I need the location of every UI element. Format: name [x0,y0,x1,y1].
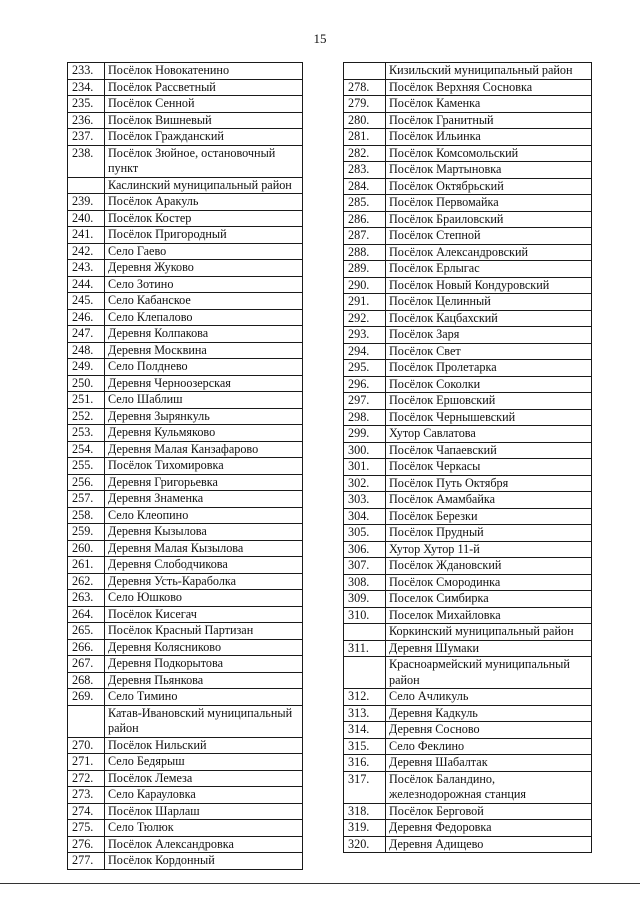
row-number: 254. [68,441,105,458]
settlement-name: Посёлок Прудный [386,525,592,542]
row-number: 250. [68,375,105,392]
table-row [68,491,303,508]
table-row [68,623,303,640]
table-row [68,590,303,607]
row-number: 269. [68,689,105,706]
settlement-name: Посёлок Гранитный [386,112,592,129]
row-number [68,177,105,194]
row-number: 303. [344,492,386,509]
settlement-name: Село Ачликуль [386,689,592,706]
row-number: 276. [68,836,105,853]
district-name: Коркинский муниципальный район [386,624,592,641]
row-number: 301. [344,459,386,476]
table-row [68,375,303,392]
row-number: 293. [344,327,386,344]
district-name: Каслинский муниципальный район [105,177,303,194]
table-row [344,162,592,179]
row-number: 247. [68,326,105,343]
row-number: 308. [344,574,386,591]
table-row [68,507,303,524]
settlement-name: Деревня Шумаки [386,640,592,657]
row-number: 320. [344,836,386,853]
settlement-name: Посёлок Аракуль [105,194,303,211]
settlement-name: Деревня Шабалтак [386,755,592,772]
row-number: 244. [68,276,105,293]
settlement-name: Посёлок Пролетарка [386,360,592,377]
settlement-name: Деревня Колясниково [105,639,303,656]
row-number: 284. [344,178,386,195]
settlement-name: Село Бедярыш [105,754,303,771]
table-row [68,309,303,326]
row-number: 245. [68,293,105,310]
settlement-name: Посёлок Каменка [386,96,592,113]
row-number: 315. [344,738,386,755]
table-row [68,754,303,771]
settlement-name: Посёлок Мартыновка [386,162,592,179]
settlement-name: Посёлок Ждановский [386,558,592,575]
table-row [68,408,303,425]
settlement-name: Посёлок Гражданский [105,129,303,146]
table-row [68,441,303,458]
row-number: 256. [68,474,105,491]
row-number: 268. [68,672,105,689]
footer-divider [0,883,640,884]
row-number: 278. [344,79,386,96]
settlement-name: Село Тюлюк [105,820,303,837]
table-row [344,640,592,657]
settlement-name: Посёлок Свет [386,343,592,360]
table-row [68,458,303,475]
table-row [344,574,592,591]
row-number: 267. [68,656,105,673]
table-row [68,293,303,310]
table-row [68,359,303,376]
row-number: 251. [68,392,105,409]
table-row [68,112,303,129]
settlement-name: Село Шаблиш [105,392,303,409]
table-row [68,803,303,820]
settlement-name: Деревня Пьянкова [105,672,303,689]
settlements-table-right-body [344,63,592,853]
table-row [68,194,303,211]
table-row [68,639,303,656]
table-row [68,392,303,409]
table-row [68,820,303,837]
row-number: 272. [68,770,105,787]
row-number: 255. [68,458,105,475]
table-row [344,508,592,525]
table-row [68,474,303,491]
row-number: 296. [344,376,386,393]
row-number: 287. [344,228,386,245]
table-row [344,820,592,837]
settlement-name: Хутор Савлатова [386,426,592,443]
table-row [344,376,592,393]
district-name: Катав-Ивановский муниципальный район [105,705,303,737]
page-number: 15 [313,31,327,46]
row-number: 305. [344,525,386,542]
settlement-name: Посёлок Смородинка [386,574,592,591]
settlement-name: Посёлок Заря [386,327,592,344]
table-row [344,409,592,426]
table-row [344,211,592,228]
district-header-row [68,177,303,194]
table-row [68,145,303,177]
table-row [344,459,592,476]
table-row [344,803,592,820]
settlement-name: Село Юшково [105,590,303,607]
table-row [344,442,592,459]
table-row [344,244,592,261]
row-number: 246. [68,309,105,326]
settlements-table-right [343,62,592,853]
table-row [344,96,592,113]
table-row [68,573,303,590]
district-name: Красноармейский муниципальный район [386,657,592,689]
settlement-name: Посёлок Чернышевский [386,409,592,426]
settlement-name: Деревня Слободчикова [105,557,303,574]
row-number: 302. [344,475,386,492]
settlement-name: Деревня Малая Кызылова [105,540,303,557]
settlement-name: Посёлок Целинный [386,294,592,311]
settlement-name: Посёлок Сенной [105,96,303,113]
table-row [344,310,592,327]
row-number: 309. [344,591,386,608]
settlement-name: Посёлок Октябрьский [386,178,592,195]
settlement-name: Село Карауловка [105,787,303,804]
settlements-table-left-body [68,63,303,870]
district-header-row [344,63,592,80]
settlement-name: Посёлок Красный Партизан [105,623,303,640]
row-number: 295. [344,360,386,377]
settlement-name: Деревня Знаменка [105,491,303,508]
settlement-name: Деревня Адищево [386,836,592,853]
settlement-name: Посёлок Верхняя Сосновка [386,79,592,96]
table-row [344,261,592,278]
settlement-name: Деревня Кульмяково [105,425,303,442]
row-number: 282. [344,145,386,162]
table-row [344,79,592,96]
table-row [344,178,592,195]
table-row [344,492,592,509]
settlement-name: Посёлок Ерлыгас [386,261,592,278]
row-number: 270. [68,737,105,754]
settlement-name: Посёлок Первомайка [386,195,592,212]
settlement-name: Посёлок Кисегач [105,606,303,623]
row-number: 277. [68,853,105,870]
row-number: 262. [68,573,105,590]
settlement-name: Хутор Хутор 11-й [386,541,592,558]
settlement-name: Посёлок Степной [386,228,592,245]
settlement-name: Село Клеопино [105,507,303,524]
table-row [68,227,303,244]
table-row [68,787,303,804]
table-row [344,738,592,755]
settlement-name: Село Тимино [105,689,303,706]
settlement-name: Деревня Москвина [105,342,303,359]
row-number: 304. [344,508,386,525]
row-number: 297. [344,393,386,410]
table-row [68,210,303,227]
table-row [68,524,303,541]
row-number: 252. [68,408,105,425]
table-row [68,63,303,80]
table-row [68,425,303,442]
row-number [344,63,386,80]
row-number: 239. [68,194,105,211]
table-row [68,689,303,706]
settlement-name: Посёлок Путь Октября [386,475,592,492]
settlement-name: Посёлок Ершовский [386,393,592,410]
row-number: 290. [344,277,386,294]
table-row [344,327,592,344]
settlement-name: Деревня Кызылова [105,524,303,541]
table-row [344,145,592,162]
table-row [68,342,303,359]
row-number: 274. [68,803,105,820]
settlement-name: Деревня Жуково [105,260,303,277]
table-row [68,79,303,96]
row-number [344,657,386,689]
row-number: 263. [68,590,105,607]
row-number: 242. [68,243,105,260]
settlement-name: Посёлок Кордонный [105,853,303,870]
settlement-name: Посёлок Александровский [386,244,592,261]
table-row [68,557,303,574]
row-number: 234. [68,79,105,96]
table-row [344,277,592,294]
row-number: 281. [344,129,386,146]
row-number: 318. [344,803,386,820]
row-number: 307. [344,558,386,575]
row-number: 310. [344,607,386,624]
row-number: 235. [68,96,105,113]
row-number: 280. [344,112,386,129]
row-number [344,624,386,641]
row-number: 265. [68,623,105,640]
table-row [344,705,592,722]
table-row [344,771,592,803]
settlement-name: Посёлок Тихомировка [105,458,303,475]
settlements-table-left [67,62,303,870]
settlement-name: Посёлок Баландино, железнодорожная станция [386,771,592,803]
table-row [344,755,592,772]
district-name: Кизильский муниципальный район [386,63,592,80]
settlement-name: Село Феклино [386,738,592,755]
settlement-name: Посёлок Рассветный [105,79,303,96]
row-number: 237. [68,129,105,146]
row-number: 288. [344,244,386,261]
settlement-name: Деревня Усть-Караболка [105,573,303,590]
settlement-name: Посёлок Ильинка [386,129,592,146]
table-row [68,656,303,673]
table-row [68,243,303,260]
settlement-name: Посёлок Александровка [105,836,303,853]
row-number: 317. [344,771,386,803]
row-number: 257. [68,491,105,508]
row-number: 238. [68,145,105,177]
row-number: 249. [68,359,105,376]
row-number: 283. [344,162,386,179]
table-row [344,343,592,360]
table-row [68,606,303,623]
settlement-name: Деревня Григорьевка [105,474,303,491]
row-number: 233. [68,63,105,80]
row-number: 319. [344,820,386,837]
settlement-name: Село Гаево [105,243,303,260]
table-row [344,228,592,245]
settlement-name: Поселок Михайловка [386,607,592,624]
settlement-name: Посёлок Комсомольский [386,145,592,162]
row-number: 266. [68,639,105,656]
settlement-name: Посёлок Шарлаш [105,803,303,820]
row-number: 316. [344,755,386,772]
settlement-name: Село Полднево [105,359,303,376]
settlement-name: Посёлок Новый Кондуровский [386,277,592,294]
row-number: 292. [344,310,386,327]
table-row [68,326,303,343]
settlement-name: Село Зотино [105,276,303,293]
settlement-name: Посёлок Берговой [386,803,592,820]
table-row [344,541,592,558]
settlement-name: Посёлок Зюйное, остановочный пункт [105,145,303,177]
table-row [344,129,592,146]
table-row [68,836,303,853]
settlement-name: Поселок Симбирка [386,591,592,608]
table-row [344,393,592,410]
row-number: 258. [68,507,105,524]
table-row [344,689,592,706]
settlement-name: Посёлок Пригородный [105,227,303,244]
row-number [68,705,105,737]
row-number: 253. [68,425,105,442]
settlement-name: Посёлок Браиловский [386,211,592,228]
table-row [68,96,303,113]
settlement-name: Деревня Сосново [386,722,592,739]
settlement-name: Посёлок Чапаевский [386,442,592,459]
settlement-name: Село Кабанское [105,293,303,310]
table-row [344,426,592,443]
settlement-name: Посёлок Кацбахский [386,310,592,327]
table-row [68,853,303,870]
settlement-name: Посёлок Новокатенино [105,63,303,80]
row-number: 259. [68,524,105,541]
table-row [68,737,303,754]
row-number: 311. [344,640,386,657]
settlement-name: Деревня Кадкуль [386,705,592,722]
district-header-row [344,624,592,641]
row-number: 279. [344,96,386,113]
row-number: 243. [68,260,105,277]
table-row [344,475,592,492]
row-number: 236. [68,112,105,129]
settlement-name: Деревня Подкорытова [105,656,303,673]
row-number: 313. [344,705,386,722]
row-number: 241. [68,227,105,244]
row-number: 300. [344,442,386,459]
table-row [68,129,303,146]
settlement-name: Посёлок Костер [105,210,303,227]
table-row [68,260,303,277]
table-row [344,294,592,311]
table-row [344,591,592,608]
row-number: 294. [344,343,386,360]
table-row [344,360,592,377]
table-row [344,722,592,739]
table-row [344,195,592,212]
row-number: 271. [68,754,105,771]
row-number: 248. [68,342,105,359]
row-number: 306. [344,541,386,558]
settlement-name: Посёлок Березки [386,508,592,525]
row-number: 299. [344,426,386,443]
row-number: 298. [344,409,386,426]
settlement-name: Посёлок Вишневый [105,112,303,129]
row-number: 261. [68,557,105,574]
table-row [68,770,303,787]
row-number: 314. [344,722,386,739]
district-header-row [68,705,303,737]
table-row [344,607,592,624]
row-number: 275. [68,820,105,837]
row-number: 286. [344,211,386,228]
row-number: 289. [344,261,386,278]
table-row [68,276,303,293]
settlement-name: Деревня Зырянкуль [105,408,303,425]
settlement-name: Посёлок Нильский [105,737,303,754]
table-row [68,540,303,557]
settlement-name: Деревня Черноозерская [105,375,303,392]
settlement-name: Посёлок Лемеза [105,770,303,787]
table-row [344,525,592,542]
row-number: 260. [68,540,105,557]
district-header-row [344,657,592,689]
table-row [344,836,592,853]
row-number: 264. [68,606,105,623]
settlement-name: Посёлок Соколки [386,376,592,393]
row-number: 240. [68,210,105,227]
settlement-name: Посёлок Амамбайка [386,492,592,509]
row-number: 273. [68,787,105,804]
settlement-name: Посёлок Черкасы [386,459,592,476]
table-row [344,558,592,575]
row-number: 312. [344,689,386,706]
settlement-name: Деревня Федоровка [386,820,592,837]
settlement-name: Деревня Колпакова [105,326,303,343]
row-number: 291. [344,294,386,311]
settlement-name: Деревня Малая Канзафарово [105,441,303,458]
table-row [344,112,592,129]
row-number: 285. [344,195,386,212]
settlement-name: Село Клепалово [105,309,303,326]
table-row [68,672,303,689]
